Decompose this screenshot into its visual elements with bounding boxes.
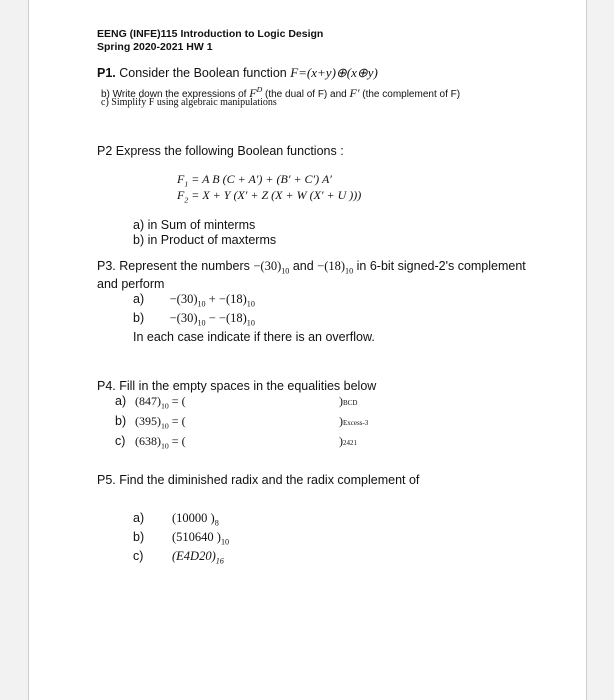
p3-b-label: b) <box>133 311 145 325</box>
p3-line2: and perform <box>97 277 165 291</box>
p1-b-text-1: b) Write down the expressions of <box>101 89 247 100</box>
p5-item-sub: 10 <box>220 537 230 547</box>
p2-title: P2 Express the following Boolean functions : <box>97 144 344 158</box>
p3-b-sub-1: 10 <box>197 318 206 328</box>
p4-item-close: ) <box>339 434 343 448</box>
p4-item <box>115 434 435 450</box>
p4-item-label: c) <box>115 434 126 448</box>
p5-item-num: (510640 ) <box>172 530 221 544</box>
p3-line1 <box>97 259 526 276</box>
p4-item <box>115 394 435 410</box>
p5-title: P5. Find the diminished radix and the radix complement of <box>97 473 420 487</box>
course-title: EENG (INFE)115 Introduction to Logic Design <box>97 28 324 40</box>
p1-b-comp: F′ <box>349 86 360 100</box>
p2-f1-expr: = A B (C + A′) + (B′ + C′) A′ <box>191 172 332 186</box>
p4-item-close: ) <box>339 414 343 428</box>
p5-item <box>133 530 333 548</box>
p5-item-label: a) <box>133 511 145 525</box>
p5-item-sub: 8 <box>214 518 219 528</box>
p4-item-num: (847) <box>135 394 161 408</box>
p4-item-sub: 10 <box>161 441 169 451</box>
p1-question <box>97 65 378 81</box>
p3-num1-sub: 10 <box>281 266 290 276</box>
p3-note: In each case indicate if there is an overflow. <box>133 330 375 344</box>
p4-item-target: 2421 <box>343 439 357 447</box>
p3-b-expr-2: − −(18) <box>208 311 247 325</box>
p4-item-label: b) <box>115 414 127 428</box>
p5-item-label: b) <box>133 530 145 544</box>
p4-item-sub: 10 <box>161 401 169 411</box>
p5-item <box>133 549 333 567</box>
p4-item-target: Excess-3 <box>343 419 369 427</box>
p3-line1-a: P3. Represent the numbers <box>97 259 250 273</box>
p2-f2 <box>177 188 361 204</box>
p4-title: P4. Fill in the empty spaces in the equalities below <box>97 379 377 393</box>
p1-b-text-2: (the dual of F) and <box>265 89 347 100</box>
p4-item-label: a) <box>115 394 127 408</box>
p2-f2-sub: 2 <box>184 195 189 205</box>
p1-intro: Consider the Boolean function <box>119 66 287 80</box>
p2-f1-sub: 1 <box>184 179 189 189</box>
p5-item-sub: 16 <box>215 556 224 566</box>
document-page <box>28 0 587 700</box>
p2-part-a: a) in Sum of minterms <box>133 218 256 232</box>
p5-item-num: (E4D20) <box>172 549 216 563</box>
p4-item-num: (395) <box>135 414 161 428</box>
p4-item-target: BCD <box>343 399 358 407</box>
p4-item-num: (638) <box>135 434 161 448</box>
p4-item <box>115 414 435 430</box>
p1-function: F=(x+y)⊕(x⊕y) <box>290 65 378 80</box>
term-line: Spring 2020-2021 HW 1 <box>97 41 213 53</box>
p3-part-b <box>133 311 255 328</box>
p1-b-dual-sup: D <box>256 85 263 94</box>
p2-f1 <box>177 172 332 188</box>
p5-item-label: c) <box>133 549 144 563</box>
p3-a-expr-1: −(30) <box>169 292 198 306</box>
p4-item-sub: 10 <box>161 421 169 431</box>
p3-a-sub-1: 10 <box>197 299 206 309</box>
p2-f1-name: F <box>177 172 185 186</box>
p3-a-label: a) <box>133 292 145 306</box>
p1-label: P1. <box>97 66 116 80</box>
p4-item-rest: = ( <box>171 394 186 408</box>
p3-line1-c: in 6-bit signed-2's complement <box>356 259 526 273</box>
p3-a-sub-2: 10 <box>246 299 255 309</box>
p2-f2-name: F <box>177 188 185 202</box>
p4-item-rest: = ( <box>171 414 186 428</box>
p3-num1: −(30) <box>253 259 282 273</box>
p3-b-sub-2: 10 <box>246 318 255 328</box>
p3-part-a <box>133 292 255 309</box>
p3-num2-sub: 10 <box>345 266 354 276</box>
p5-item-num: (10000 ) <box>172 511 215 525</box>
p3-b-expr-1: −(30) <box>169 311 198 325</box>
p3-num2: −(18) <box>317 259 346 273</box>
p2-f2-expr: = X + Y (X′ + Z (X + W (X′ + U ))) <box>191 188 362 202</box>
p3-a-expr-2: + −(18) <box>208 292 247 306</box>
p4-item-rest: = ( <box>171 434 186 448</box>
p4-item-close: ) <box>339 394 343 408</box>
p1-b-dual: F <box>249 86 257 100</box>
p1-part-c: c) Simplify F using algebraic manipulations <box>101 97 277 108</box>
p2-part-b: b) in Product of maxterms <box>133 233 277 247</box>
p1-b-text-3: (the complement of F) <box>362 89 461 100</box>
p5-item <box>133 511 333 529</box>
p3-line1-b: and <box>292 259 314 273</box>
